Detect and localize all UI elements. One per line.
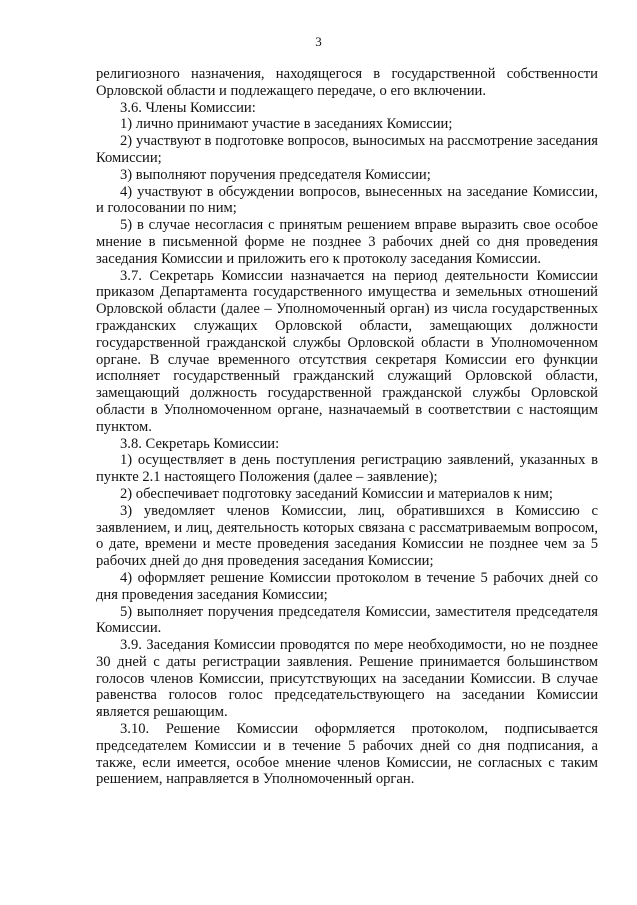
paragraph: 5) выполняет поручения председателя Комиссии, заместителя председателя Комиссии. bbox=[96, 603, 598, 637]
paragraph: 1) осуществляет в день поступления регистрацию заявлений, указанных в пункте 2.1 настоящего Положения (далее – заявление); bbox=[96, 452, 598, 486]
paragraph: религиозного назначения, находящегося в государственной собственности Орловской области и подлежащего передаче, о его включении. bbox=[96, 66, 598, 99]
paragraph: 4) оформляет решение Комиссии протоколом в течение 5 рабочих дней со дня проведения заседания Комиссии; bbox=[96, 569, 598, 603]
paragraph: 3.9. Заседания Комиссии проводятся по мере необходимости, но не позднее 30 дней с даты регистрации заявления. Решение принимается большинством голосов членов Комиссии, присутствующих на заседании Комиссии. В случае равенства голосов голос председательствующего на заседании Комиссии является решающим. bbox=[96, 637, 598, 721]
paragraph: 2) обеспечивает подготовку заседаний Комиссии и материалов к ним; bbox=[120, 485, 553, 502]
page-number: 3 bbox=[315, 34, 322, 49]
paragraph: 3.10. Решение Комиссии оформляется протоколом, подписывается председателем Комиссии и в течение 5 рабочих дней со дня подписания, а также, если имеется, особое мнение членов Комиссии, не согласных с таким решением, направляется в Уполномоченный орган. bbox=[96, 721, 598, 788]
paragraph: 5) в случае несогласия с принятым решением вправе выразить свое особое мнение в письменной форме не позднее 3 рабочих дней со дня проведения заседания Комиссии и приложить его к протоколу заседания Комиссии. bbox=[96, 217, 598, 267]
paragraph: 3) выполняют поручения председателя Комиссии; bbox=[120, 166, 431, 183]
paragraph: 3) уведомляет членов Комиссии, лиц, обратившихся в Комиссию с заявлением, и лиц, деятельность которых связана с рассматриваемым вопросом, о дате, времени и месте проведения заседания Комиссии не позднее чем за 5 рабочих дней до дня проведения заседания Комиссии; bbox=[96, 502, 598, 570]
paragraph: 3.6. Члены Комиссии: bbox=[120, 99, 256, 116]
paragraph: 2) участвуют в подготовке вопросов, выносимых на рассмотрение заседания Комиссии; bbox=[96, 133, 598, 166]
paragraph: 1) лично принимают участие в заседаниях Комиссии; bbox=[120, 116, 453, 133]
paragraph: 3.7. Секретарь Комиссии назначается на период деятельности Комиссии приказом Департамента государственного имущества и земельных отношений Орловской области (далее – Уполномоченный орган) из числа государственных гражданских служащих Орловской области, замещающих должности государственной гражданской службы Орловской области в Уполномоченном органе. В случае временного отсутствия секретаря Комиссии его функции исполняет государственный гражданский служащий Орловской области, замещающий должность государственной гражданской службы Орловской области в Уполномоченном органе, назначаемый в соответствии с настоящим пунктом. bbox=[96, 267, 598, 435]
paragraph: 3.8. Секретарь Комиссии: bbox=[120, 435, 280, 452]
document-body bbox=[96, 66, 598, 788]
paragraph: 4) участвуют в обсуждении вопросов, вынесенных на заседание Комиссии, и голосовании по ним; bbox=[96, 183, 598, 217]
